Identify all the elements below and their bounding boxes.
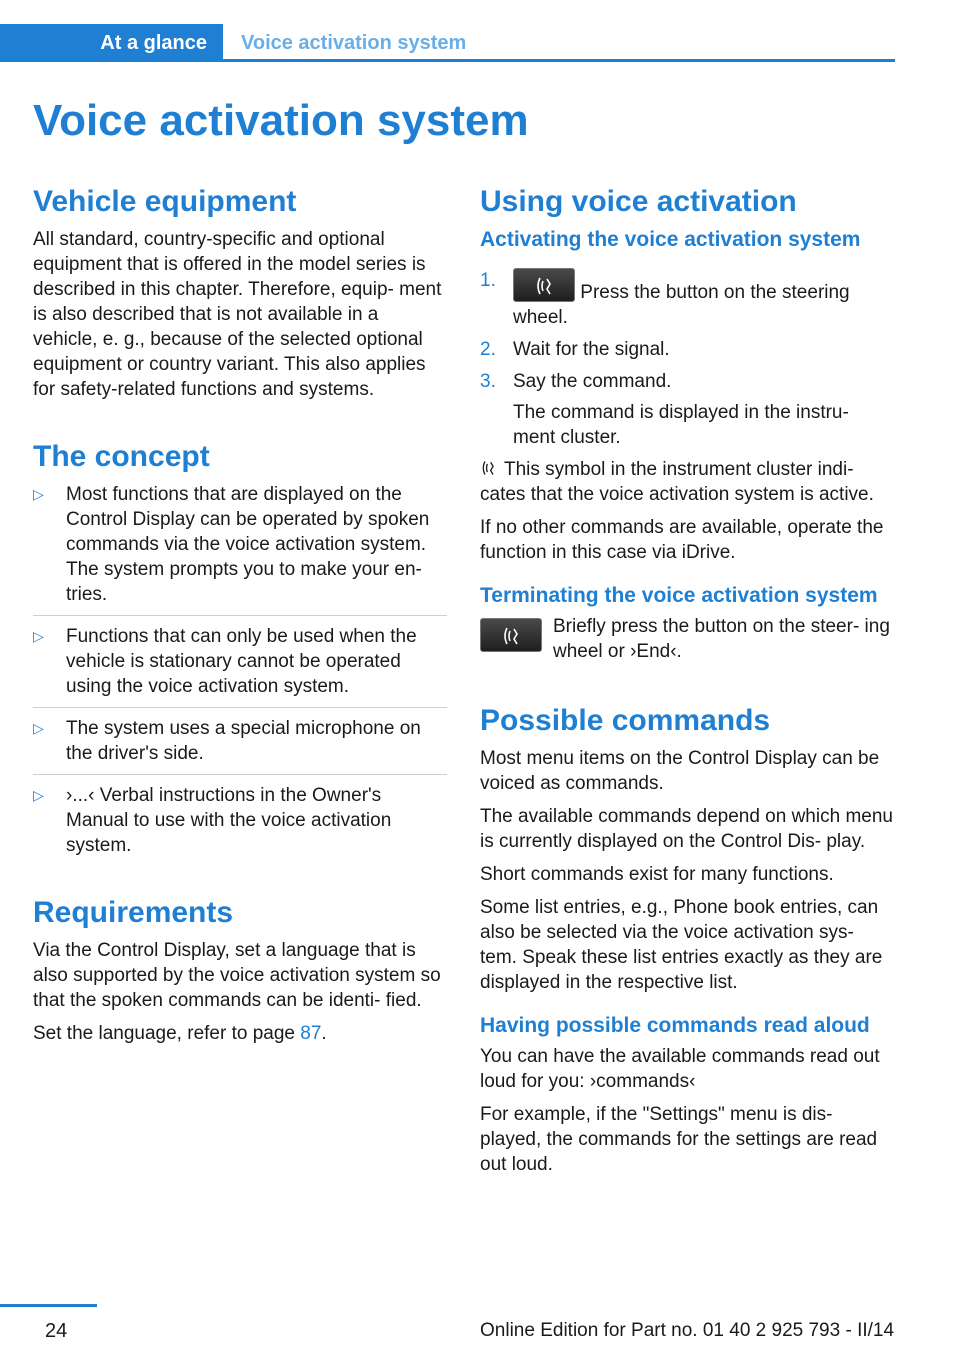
list-item <box>33 482 447 607</box>
step-text: Say the command. <box>513 371 672 392</box>
possible-commands-p4: Some list entries, e.g., Phone book entries, can also be selected via the voice activation sys‐ tem. Speak these list entries exactly as they are displayed in the respective list. <box>480 897 883 993</box>
no-commands-text: If no other commands are available, operate the function in this case via iDrive. <box>480 517 884 563</box>
step-text: Press the button on the steering wheel. <box>513 282 850 328</box>
concept-heading: The concept <box>33 440 210 473</box>
language-reference-end: . <box>321 1023 327 1044</box>
step-number: 2. <box>480 339 496 360</box>
list-item <box>33 624 447 699</box>
read-aloud-p2: For example, if the "Settings" menu is dis‐ played, the commands for the settings are read out loud. <box>480 1104 878 1175</box>
header-rule <box>223 59 895 62</box>
page-number: 24 <box>45 1320 68 1342</box>
voice-active-symbol-icon <box>480 459 498 477</box>
step-text: Wait for the signal. <box>513 339 670 360</box>
page-title: Voice activation system <box>33 96 529 145</box>
step-number: 3. <box>480 371 496 392</box>
symbol-note-text: This symbol in the instrument cluster indi‐ cates that the voice activation system is active. <box>480 459 874 505</box>
triangle-bullet-icon: ▷ <box>33 628 44 644</box>
list-item-text: The system uses a special microphone on the driver's side. <box>66 718 421 764</box>
terminating-heading: Terminating the voice activation system <box>480 584 878 607</box>
vehicle-equipment-text: All standard, country-specific and optional equipment that is offered in the model series is described in this chapter. Therefore, equip‐ ment is also described that is not available in a vehicle, e. g., because of the selected optional equipment or country variant. This also applies for safety-related functions and systems. <box>33 229 442 400</box>
read-aloud-p1: You can have the available commands read out loud for you: ›commands‹ <box>480 1046 880 1092</box>
header-section-title: Voice activation system <box>241 32 467 54</box>
requirements-heading: Requirements <box>33 896 234 929</box>
symbol-note <box>480 457 896 507</box>
language-reference-text: Set the language, refer to page <box>33 1023 295 1044</box>
left-column <box>33 183 447 1054</box>
steering-voice-button-icon <box>513 268 575 302</box>
triangle-bullet-icon: ▷ <box>33 486 44 502</box>
right-column <box>480 183 896 1185</box>
triangle-bullet-icon: ▷ <box>33 720 44 736</box>
terminating-block <box>480 614 896 674</box>
requirements-text: Via the Control Display, set a language that is also supported by the voice activation system so that the spoken commands can be identi‐ fied. <box>33 940 441 1011</box>
list-item <box>480 369 896 450</box>
triangle-bullet-icon: ▷ <box>33 787 44 803</box>
list-item-text: ›...‹ Verbal instructions in the Owner's Manual to use with the voice activation system. <box>66 785 392 856</box>
list-item <box>33 716 447 766</box>
possible-commands-heading: Possible commands <box>480 704 771 737</box>
page-link[interactable]: 87 <box>300 1023 322 1044</box>
language-reference <box>33 1021 447 1046</box>
edition-footer: Online Edition for Part no. 01 40 2 925 793 - II/14 <box>480 1320 895 1341</box>
list-item-text: Functions that can only be used when the vehicle is stationary cannot be operated using the voice activation system. <box>66 626 417 697</box>
step-number: 1. <box>480 270 496 291</box>
possible-commands-p1: Most menu items on the Control Display can be voiced as commands. <box>480 748 880 794</box>
page-header <box>0 24 895 62</box>
possible-commands-p3: Short commands exist for many functions. <box>480 864 834 885</box>
read-aloud-heading: Having possible commands read aloud <box>480 1014 870 1037</box>
step-subtext: The command is displayed in the instru‐ ment cluster. <box>513 402 849 448</box>
list-item <box>480 268 896 330</box>
activating-heading: Activating the voice activation system <box>480 228 861 251</box>
steering-voice-button-icon <box>480 618 542 652</box>
footer-rule <box>0 1304 97 1307</box>
header-chapter-tab[interactable]: At a glance <box>0 24 223 62</box>
possible-commands-p2: The available commands depend on which menu is currently displayed on the Control Dis‐ play. <box>480 806 893 852</box>
steps-list <box>480 268 896 450</box>
concept-list <box>33 482 447 858</box>
list-item <box>33 783 447 858</box>
list-item <box>480 337 896 362</box>
vehicle-equipment-heading: Vehicle equipment <box>33 185 297 218</box>
terminating-text: Briefly press the button on the steer‐ ing wheel or ›End‹. <box>553 616 890 662</box>
using-voice-heading: Using voice activation <box>480 185 797 218</box>
list-item-text: Most functions that are displayed on the Control Display can be operated by spoken commands via the voice activation system. The system prompts you to make your en‐ tries. <box>66 484 430 605</box>
